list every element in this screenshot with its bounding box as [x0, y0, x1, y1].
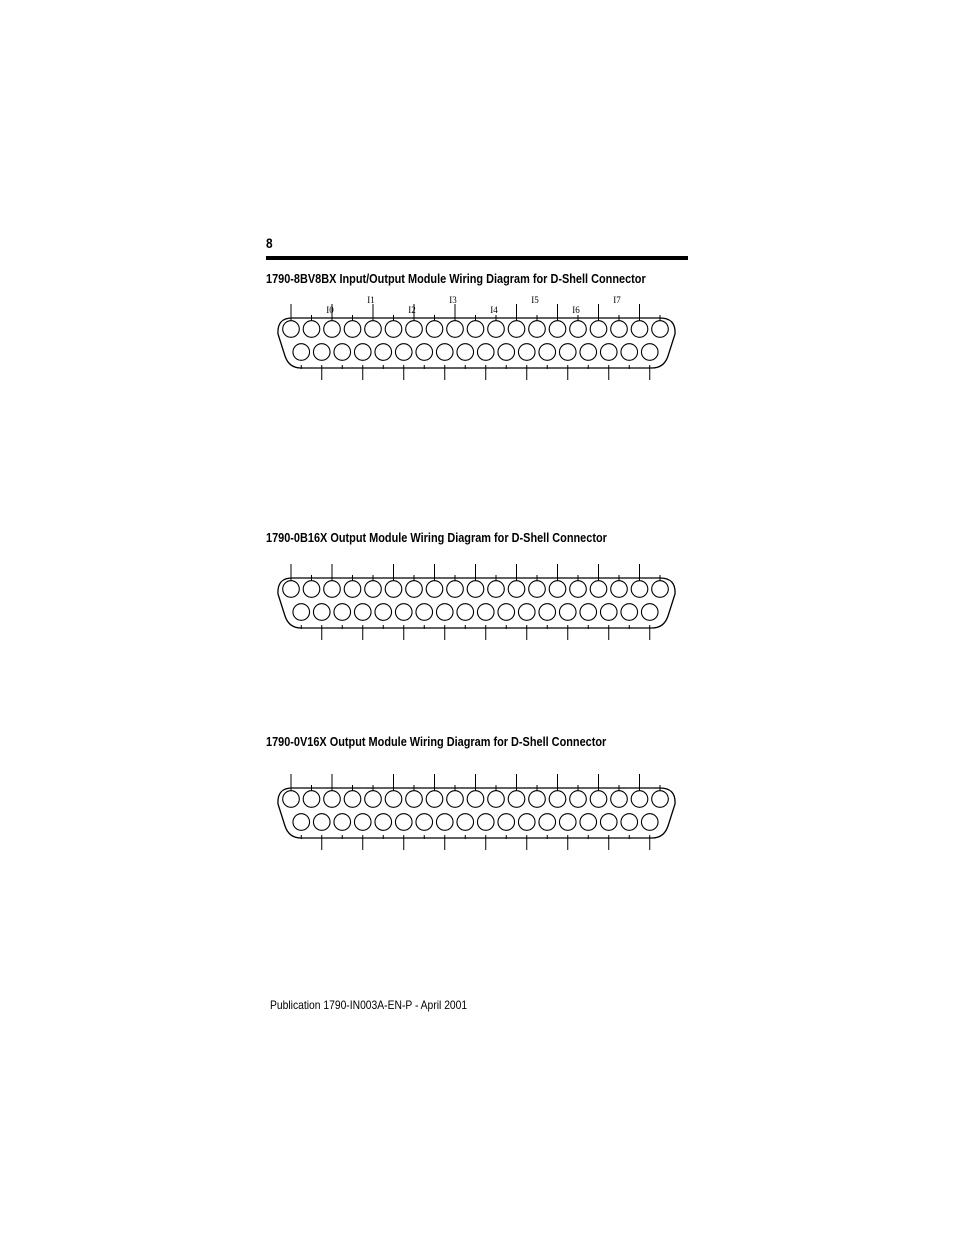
d-shell-connector-0b16x [274, 548, 684, 644]
connector-pin [354, 814, 371, 831]
connector-pin [570, 581, 587, 598]
pin-label-i3: I3 [449, 295, 457, 305]
connector-pin [313, 604, 330, 621]
connector-pin [641, 604, 658, 621]
connector-pin [416, 344, 433, 361]
connector-pin [436, 344, 453, 361]
connector-pin [590, 581, 607, 598]
connector-pin [611, 791, 628, 808]
connector-pin [549, 321, 566, 338]
connector-pin [447, 321, 464, 338]
connector-pin [365, 791, 382, 808]
connector-pin [580, 814, 597, 831]
connector-pin [467, 321, 484, 338]
connector-pin [395, 604, 412, 621]
connector-pin [508, 791, 525, 808]
connector-pin [590, 791, 607, 808]
connector-pin [457, 344, 474, 361]
pin-label-i7: I7 [613, 295, 621, 305]
connector-pin [293, 344, 310, 361]
connector-pin [303, 321, 320, 338]
connector-pin [508, 581, 525, 598]
connector-pin [498, 604, 515, 621]
connector-pin [283, 791, 300, 808]
connector-pin [600, 604, 617, 621]
connector-pin [488, 791, 505, 808]
connector-pin [611, 581, 628, 598]
connector-pin [580, 604, 597, 621]
header-rule [266, 256, 688, 260]
connector-pin [580, 344, 597, 361]
connector-pin [303, 581, 320, 598]
page-number: 8 [266, 235, 273, 251]
connector-pin [406, 791, 423, 808]
connector-pin [631, 791, 648, 808]
connector-pin [652, 581, 669, 598]
d-shell-connector-8bv8bx [274, 288, 684, 384]
connector-pin [559, 814, 576, 831]
diagram-title-0v16x: 1790-0V16X Output Module Wiring Diagram for D-Shell Connector [266, 734, 607, 749]
connector-pin [293, 604, 310, 621]
connector-pin [313, 814, 330, 831]
connector-pin [344, 791, 361, 808]
connector-pin [539, 604, 556, 621]
connector-pin [518, 604, 535, 621]
connector-pin [600, 814, 617, 831]
connector-pin [436, 604, 453, 621]
connector-pin [365, 321, 382, 338]
connector-pin [549, 791, 566, 808]
connector-pin [395, 814, 412, 831]
connector-pin [365, 581, 382, 598]
connector-pin [498, 344, 515, 361]
connector-pin [406, 581, 423, 598]
connector-pin [518, 814, 535, 831]
connector-pin [488, 321, 505, 338]
connector-pin [354, 604, 371, 621]
connector-pin [652, 791, 669, 808]
connector-pin [529, 321, 546, 338]
connector-pin [467, 791, 484, 808]
connector-pin [621, 814, 638, 831]
connector-pin [375, 344, 392, 361]
diagram-title-0b16x: 1790-0B16X Output Module Wiring Diagram for D-Shell Connector [266, 530, 607, 545]
connector-pin [426, 581, 443, 598]
connector-pin [313, 344, 330, 361]
connector-pin [447, 581, 464, 598]
connector-pin [641, 814, 658, 831]
connector-pin [324, 321, 341, 338]
d-shell-connector-0v16x [274, 758, 684, 854]
connector-pin [518, 344, 535, 361]
connector-pin [600, 344, 617, 361]
connector-pin [324, 581, 341, 598]
pin-label-i1: I1 [367, 295, 375, 305]
connector-pin [283, 321, 300, 338]
connector-pin [334, 344, 351, 361]
connector-pin [539, 344, 556, 361]
publication-footer: Publication 1790-IN003A-EN-P - April 2001 [270, 998, 468, 1012]
connector-pin [508, 321, 525, 338]
pin-label-i4: I4 [490, 305, 498, 315]
connector-pin [324, 791, 341, 808]
connector-pin [570, 321, 587, 338]
connector-pin [334, 814, 351, 831]
connector-pin [457, 604, 474, 621]
connector-pin [354, 344, 371, 361]
pin-label-i6: I6 [572, 305, 580, 315]
connector-pin [334, 604, 351, 621]
pin-label-i5: I5 [531, 295, 539, 305]
connector-pin [436, 814, 453, 831]
connector-pin [467, 581, 484, 598]
connector-pin [641, 344, 658, 361]
connector-pin [426, 791, 443, 808]
connector-pin [652, 321, 669, 338]
connector-pin [375, 814, 392, 831]
connector-pin [426, 321, 443, 338]
connector-pin [570, 791, 587, 808]
connector-pin [385, 581, 402, 598]
connector-pin [477, 604, 494, 621]
connector-pin [344, 581, 361, 598]
connector-pin [344, 321, 361, 338]
connector-pin [631, 581, 648, 598]
connector-pin [529, 581, 546, 598]
connector-pin [631, 321, 648, 338]
connector-pin [406, 321, 423, 338]
connector-pin [293, 814, 310, 831]
connector-pin [477, 814, 494, 831]
connector-pin [416, 604, 433, 621]
connector-pin [529, 791, 546, 808]
connector-pin [611, 321, 628, 338]
pin-label-i2: I2 [408, 305, 416, 315]
connector-pin [539, 814, 556, 831]
connector-pin [559, 344, 576, 361]
connector-pin [416, 814, 433, 831]
connector-pin [559, 604, 576, 621]
pin-label-i0: I0 [326, 305, 334, 315]
connector-pin [457, 814, 474, 831]
connector-pin [477, 344, 494, 361]
connector-pin [375, 604, 392, 621]
connector-pin [621, 604, 638, 621]
connector-pin [385, 321, 402, 338]
diagram-title-8bv8bx: 1790-8BV8BX Input/Output Module Wiring Diagram for D-Shell Connector [266, 271, 646, 286]
connector-pin [395, 344, 412, 361]
connector-pin [621, 344, 638, 361]
connector-pin [447, 791, 464, 808]
connector-pin [549, 581, 566, 598]
connector-pin [498, 814, 515, 831]
connector-pin [590, 321, 607, 338]
connector-pin [303, 791, 320, 808]
connector-pin [488, 581, 505, 598]
connector-pin [385, 791, 402, 808]
connector-pin [283, 581, 300, 598]
